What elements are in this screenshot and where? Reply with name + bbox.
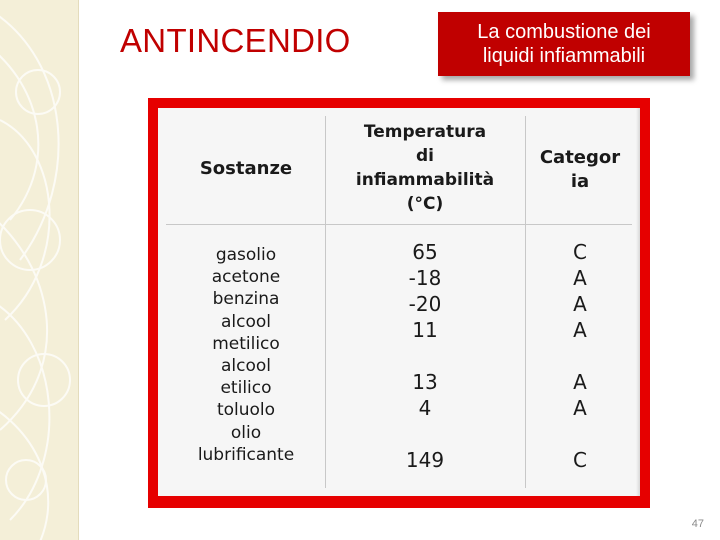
spacer (325, 421, 525, 447)
categoria-value: A (573, 370, 587, 394)
decorative-side-strip (0, 0, 79, 540)
sostanza-line: alcool (220, 311, 271, 332)
sostanza-line: etilico (220, 378, 272, 399)
categoria-value: A (573, 396, 587, 420)
sostanza-line: alcool (220, 356, 271, 377)
spacer (525, 343, 635, 369)
sostanza-line: metilico (212, 333, 280, 354)
header-divider (166, 224, 632, 225)
table-image (158, 108, 640, 496)
categoria-list (525, 239, 635, 473)
sostanza-line: lubrificante (197, 444, 295, 465)
categoria-value: A (573, 266, 587, 290)
categoria-value: C (573, 448, 587, 472)
sostanza-line: acetone (211, 267, 281, 288)
temperatura-value: -18 (408, 266, 442, 290)
header-categoria: Categor ia (539, 147, 621, 192)
sostanza-line: toluolo (216, 400, 276, 421)
spacer (525, 421, 635, 447)
sostanza-line: olio (230, 422, 262, 443)
slide-subtitle-box: La combustione dei liquidi infiammabili (438, 12, 690, 76)
temperatura-value: 65 (412, 240, 438, 264)
categoria-value: A (573, 292, 587, 316)
temperatura-value: 13 (412, 370, 438, 394)
temperatura-value: 4 (418, 396, 432, 420)
slide-title: ANTINCENDIO (120, 22, 351, 59)
temperatura-value: 149 (405, 448, 445, 472)
table-shadow (636, 108, 640, 496)
swirl-pattern-icon (0, 0, 78, 540)
sostanza-line: gasolio (215, 245, 277, 265)
temperatura-value: 11 (412, 318, 438, 342)
temperatura-value: -20 (408, 292, 442, 316)
spacer (325, 343, 525, 369)
temperatura-list (325, 239, 525, 473)
header-temperatura: Temperatura di infiammabilità (°C) (355, 122, 495, 214)
header-sostanze: Sostanze (199, 158, 293, 179)
categoria-value: A (573, 318, 587, 342)
table-frame (148, 98, 650, 508)
categoria-value: C (573, 240, 587, 264)
page-number: 47 (691, 518, 704, 530)
sostanza-line: benzina (212, 289, 280, 310)
sostanze-list (166, 244, 326, 466)
